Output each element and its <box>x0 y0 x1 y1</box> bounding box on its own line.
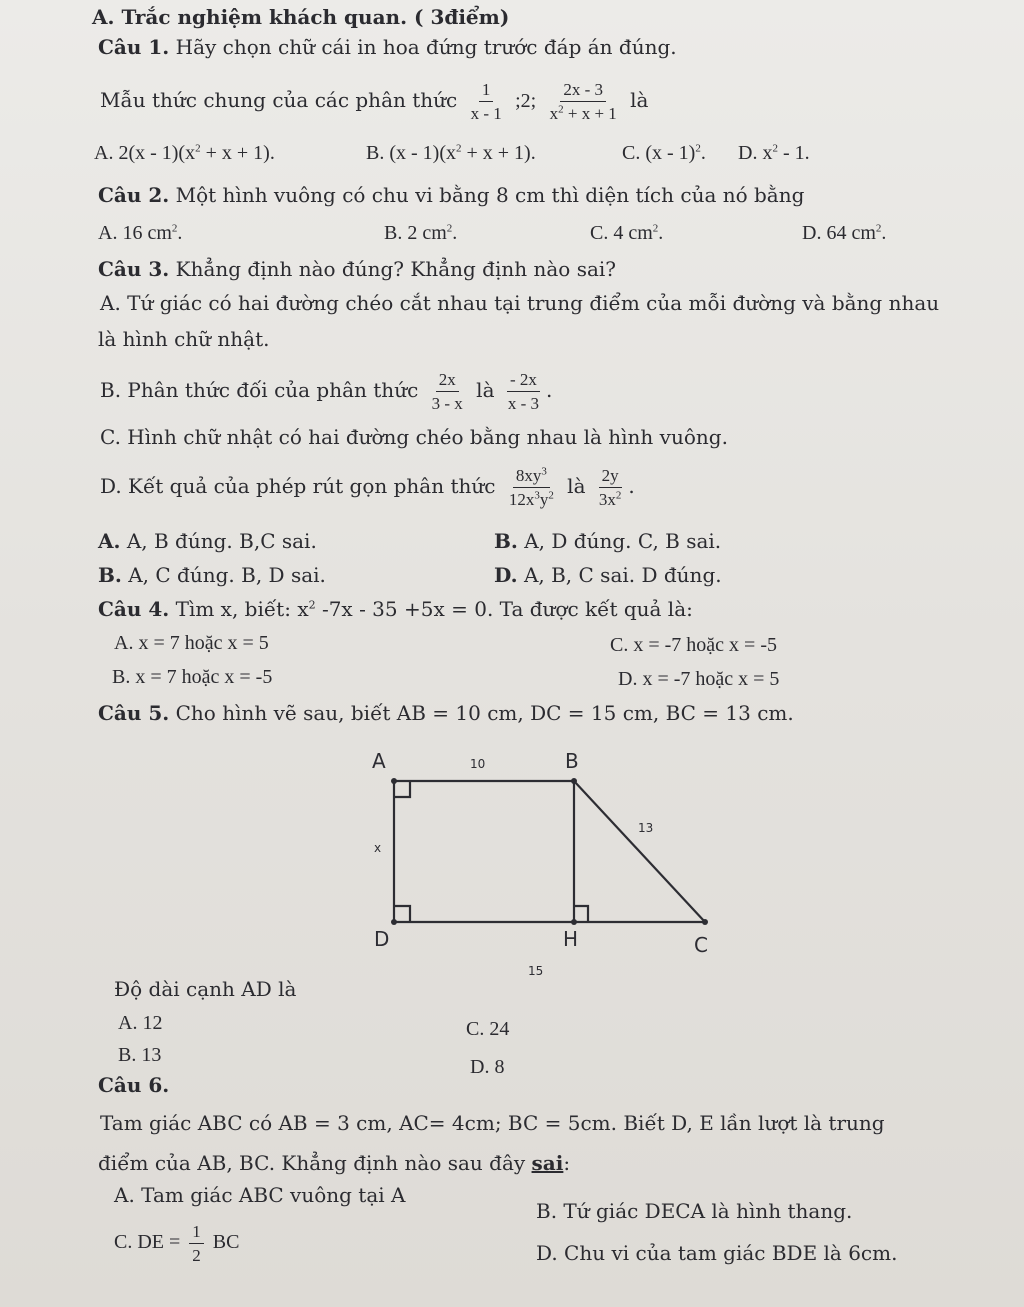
q4-option-b[interactable]: B. x = 7 hoặc x = -5 <box>112 666 273 688</box>
q3-sb-f2-den: x - 3 <box>507 394 540 413</box>
q1-frac2-den-b: + x + 1 <box>563 104 617 123</box>
q3-sb-f1-den: 3 - x <box>431 394 463 413</box>
q2-c-text: 4 cm <box>613 222 653 244</box>
right-angle-mark-d <box>394 906 410 922</box>
q3-sb-f2-num: - 2x <box>507 370 540 392</box>
q1-a-label: A. <box>94 142 114 164</box>
label-d: D <box>374 927 390 951</box>
q6-option-a[interactable]: A. Tam giác ABC vuông tại A <box>114 1183 406 1207</box>
q2-d-sup: 2 <box>875 222 882 235</box>
q2-b-sup: 2 <box>446 222 453 235</box>
q3-sb-mid: là <box>476 378 495 402</box>
q2-a-text: 16 cm <box>122 222 172 244</box>
q6-c-fraction <box>189 1222 204 1265</box>
q3-sb-prefix: B. Phân thức đối của phân thức <box>100 378 419 402</box>
q6-stem-sai: sai <box>531 1151 564 1175</box>
point-c <box>702 919 708 925</box>
q2-a-sup: 2 <box>171 222 178 235</box>
q3-sd-f1-den-b: y <box>539 490 549 509</box>
q1-b-sup: 2 <box>455 142 462 155</box>
q3-sb-f1-num: 2x <box>436 370 459 392</box>
q5-option-a[interactable]: A. 12 <box>118 1012 163 1034</box>
right-angle-mark-h <box>574 906 588 922</box>
q3-statement-a-line1: A. Tứ giác có hai đường chéo cắt nhau tại trung điểm của mỗi đường và bằng nhau <box>100 291 940 315</box>
q5-label: Câu 5. <box>98 701 170 725</box>
q2-b-text: 2 cm <box>407 222 447 244</box>
q6-c-suffix: BC <box>212 1231 240 1254</box>
q5-option-b[interactable]: B. 13 <box>118 1044 162 1066</box>
label-c: C <box>694 933 708 957</box>
q2-d-end: . <box>881 222 887 244</box>
q6-option-c[interactable] <box>114 1222 239 1265</box>
q3-sd-prefix: D. Kết quả của phép rút gọn phân thức <box>100 474 496 498</box>
q3-sd-f1-den-sup2: 2 <box>548 489 554 502</box>
q6-option-b[interactable]: B. Tứ giác DECA là hình thang. <box>536 1199 853 1223</box>
q1-a-text-1: 2(x - 1)(x <box>118 142 196 164</box>
length-dc: 15 <box>528 964 544 978</box>
point-a <box>391 778 397 784</box>
q1-frac2-den-sup: 2 <box>558 103 564 116</box>
q3-sd-end: . <box>628 474 635 498</box>
q3-b-label: B. <box>494 529 518 553</box>
q6-stem-line2 <box>98 1150 570 1176</box>
q1-stem-suffix: là <box>630 88 649 112</box>
q6-stem-line2-a: điểm của AB, BC. Khẳng định nào sau đây <box>98 1151 532 1175</box>
q1-label: Câu 1. <box>98 35 170 59</box>
q3-statement-c: C. Hình chữ nhật có hai đường chéo bằng nhau là hình vuông. <box>100 425 728 449</box>
q1-b-label: B. <box>366 142 385 164</box>
q1-c-text-2: . <box>700 142 706 164</box>
q3-sd-f1-den-sup1: 3 <box>534 489 540 502</box>
q3-a-text: A, B đúng. B,C sai. <box>126 529 317 553</box>
q1-b-text-1: (x - 1)(x <box>389 142 456 164</box>
q1-d-text-2: - 1. <box>777 142 810 164</box>
q3-label: Câu 3. <box>98 257 170 281</box>
q1-separator: ;2; <box>515 90 537 112</box>
figure-edge-bc <box>574 781 705 922</box>
q3-sd-f1-num-a: 8xy <box>515 466 542 485</box>
q2-b-end: . <box>452 222 458 244</box>
q2-c-end: . <box>658 222 664 244</box>
q5-option-d[interactable]: D. 8 <box>470 1056 505 1078</box>
q2-b-label: B. <box>384 222 403 244</box>
q3-sd-f2-den-a: 3x <box>598 490 616 509</box>
length-bc: 13 <box>638 821 654 835</box>
q1-a-sup: 2 <box>195 142 201 155</box>
q1-d-text-1: x <box>762 142 773 164</box>
q3-a-label: A. <box>98 529 121 553</box>
q6-c-prefix: C. DE = <box>114 1231 181 1254</box>
point-d <box>391 919 397 925</box>
q3-d-text: A, B, C sai. D đúng. <box>523 563 722 587</box>
q5-question: Độ dài cạnh AD là <box>114 977 297 1001</box>
q4-label: Câu 4. <box>98 597 170 621</box>
q4-stem-sup: 2 <box>308 598 316 612</box>
q4-option-a[interactable]: A. x = 7 hoặc x = 5 <box>114 632 269 654</box>
q3-c-label: B. <box>98 563 122 587</box>
q6-c-frac-den: 2 <box>192 1246 201 1265</box>
q1-frac1-denominator: x - 1 <box>470 104 502 123</box>
q6-stem-line2-b: : <box>563 1151 571 1175</box>
q1-instruction: Hãy chọn chữ cái in hoa đứng trước đáp án đúng. <box>175 35 677 59</box>
q4-stem-2: -7x - 35 +5x = 0. Ta được kết quả là: <box>315 597 693 621</box>
q1-stem-prefix: Mẫu thức chung của các phân thức <box>100 88 458 112</box>
q3-sd-f2-den-sup: 2 <box>615 489 622 502</box>
q3-sd-f1-num-sup: 3 <box>541 465 547 478</box>
q2-c-label: C. <box>590 222 609 244</box>
q1-frac2-den-a: x <box>549 104 559 123</box>
q3-sd-mid: là <box>567 474 586 498</box>
q6-stem-line1: Tam giác ABC có AB = 3 cm, AC= 4cm; BC = 5cm. Biết D, E lần lượt là trung <box>100 1111 885 1135</box>
q1-b-text-2: + x + 1). <box>461 142 536 164</box>
q4-option-c[interactable]: C. x = -7 hoặc x = -5 <box>610 634 777 656</box>
q2-label: Câu 2. <box>98 183 170 207</box>
label-a: A <box>372 749 386 773</box>
q6-c-frac-num: 1 <box>189 1222 204 1244</box>
q1-c-sup: 2 <box>695 142 701 155</box>
q6-option-d[interactable]: D. Chu vi của tam giác BDE là 6cm. <box>536 1241 898 1265</box>
q3-statement-a-line2: là hình chữ nhật. <box>98 327 270 351</box>
q3-sd-f2-num: 2y <box>599 466 622 488</box>
q2-d-text: 64 cm <box>826 222 876 244</box>
right-angle-mark-a <box>394 781 410 797</box>
section-title: A. Trắc nghiệm khách quan. ( 3điểm) <box>92 5 510 29</box>
q3-b-text: A, D đúng. C, B sai. <box>524 529 722 553</box>
q4-option-d[interactable]: D. x = -7 hoặc x = 5 <box>618 668 780 690</box>
point-b <box>571 778 577 784</box>
q3-stem: Khẳng định nào đúng? Khẳng định nào sai? <box>175 257 616 281</box>
q1-d-sup: 2 <box>772 142 778 155</box>
point-h <box>571 919 577 925</box>
q1-frac1-numerator: 1 <box>479 80 494 102</box>
q1-c-text-1: (x - 1) <box>645 142 696 164</box>
q3-sd-f1-den-a: 12x <box>508 490 535 509</box>
length-ad: x <box>374 841 382 855</box>
q2-a-end: . <box>177 222 183 244</box>
q2-c-sup: 2 <box>652 222 659 235</box>
label-h: H <box>563 927 579 951</box>
q3-sb-end: . <box>546 378 553 402</box>
length-ab: 10 <box>470 757 486 771</box>
q5-stem: Cho hình vẽ sau, biết AB = 10 cm, DC = 15 cm, BC = 13 cm. <box>175 701 794 725</box>
q2-stem: Một hình vuông có chu vi bằng 8 cm thì diện tích của nó bằng <box>175 183 805 207</box>
label-b: B <box>565 749 579 773</box>
q6-label: Câu 6. <box>98 1073 170 1097</box>
q4-stem-1: Tìm x, biết: x <box>175 597 309 621</box>
q3-c-text: A, C đúng. B, D sai. <box>128 563 326 587</box>
q1-frac2-numerator: 2x - 3 <box>560 80 606 102</box>
q1-c-label: C. <box>622 142 641 164</box>
q2-a-label: A. <box>98 222 118 244</box>
q1-a-text-2: + x + 1). <box>200 142 275 164</box>
q3-d-label: D. <box>494 563 518 587</box>
q2-d-label: D. <box>802 222 822 244</box>
q5-option-c[interactable]: C. 24 <box>466 1018 510 1040</box>
q1-d-label: D. <box>738 142 758 164</box>
